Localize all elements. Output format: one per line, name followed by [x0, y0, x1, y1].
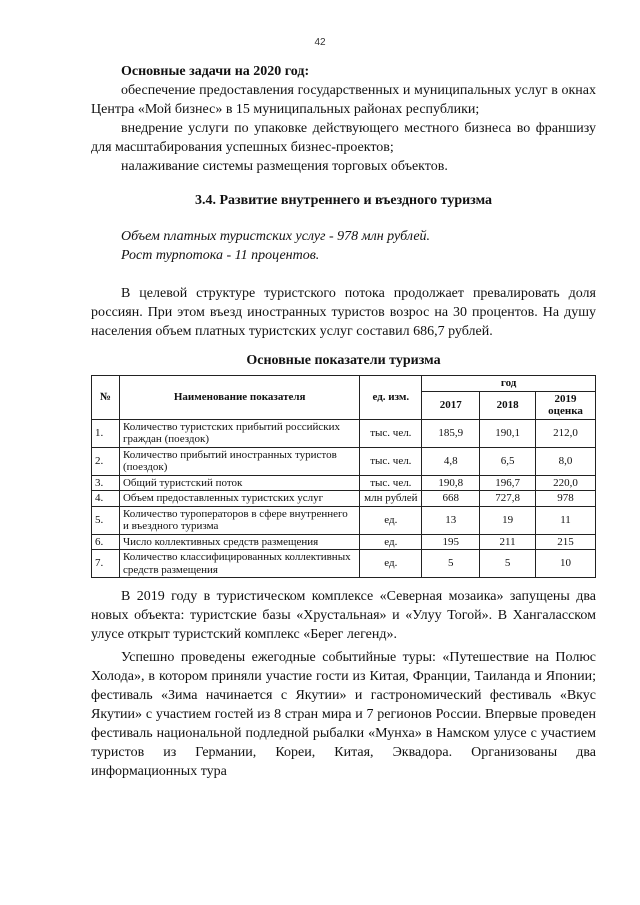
table-row: [92, 475, 596, 491]
row-value-2017: 190,8: [422, 475, 480, 491]
table-row: [92, 506, 596, 534]
tasks-heading: Основные задачи на 2020 год:: [121, 64, 310, 79]
task-item: налаживание системы размещения торговых объектов.: [121, 159, 448, 174]
row-value-2017: 5: [422, 550, 480, 578]
row-value-2017: 668: [422, 491, 480, 507]
table-row: [92, 491, 596, 507]
row-value-2018: 211: [480, 534, 536, 550]
row-num: 2.: [92, 447, 120, 475]
row-value-2018: 196,7: [480, 475, 536, 491]
header-year-2018: 2018: [480, 391, 536, 419]
table-header-row: [92, 376, 596, 392]
highlight-line: Объем платных туристских услуг - 978 млн рублей.: [121, 229, 431, 244]
row-value-2019: 212,0: [536, 419, 596, 447]
row-unit: ед.: [360, 550, 422, 578]
row-name: Количество туроператоров в сфере внутреннего и въездного туризма: [119, 506, 359, 534]
row-name: Количество туристских прибытий российских граждан (поездок): [119, 419, 359, 447]
row-unit: тыс. чел.: [360, 475, 422, 491]
row-name: Количество классифицированных коллективных средств размещения: [119, 550, 359, 578]
row-num: 7.: [92, 550, 120, 578]
row-unit: тыс. чел.: [360, 419, 422, 447]
row-name: Объем предоставленных туристских услуг: [119, 491, 359, 507]
task-item: внедрение услуги по упаковке действующего местного бизнеса во франшизу для масштабирования успешных бизнес-проектов;: [91, 121, 596, 155]
header-num: №: [92, 376, 120, 420]
table-row: [92, 447, 596, 475]
header-name: Наименование показателя: [119, 376, 359, 420]
page-content: [91, 62, 596, 781]
body-paragraph: В 2019 году в туристическом комплексе «Северная мозаика» запущены два новых объекта: туристские базы «Хрустальная» и «Улуу Тогой». В Хангаласском улусе открыт туристский комплекс «Берег легенд».: [91, 589, 596, 642]
row-num: 6.: [92, 534, 120, 550]
row-name: Общий туристский поток: [119, 475, 359, 491]
row-unit: тыс. чел.: [360, 447, 422, 475]
row-value-2017: 195: [422, 534, 480, 550]
table-row: [92, 534, 596, 550]
section-title: 3.4. Развитие внутреннего и въездного туризма: [194, 193, 493, 208]
body-paragraph: Успешно проведены ежегодные событийные туры: «Путешествие на Полюс Холода», в котором приняли участие гости из Китая, Франции, Таиланда и Японии; фестиваль «Зима начинается с Якутии» и гастрономический фестиваль «Вкус Якутии» с участием гостей из 8 стран мира и 7 регионов России. Впервые проведен фестиваль национальной подледной рыбалки «Мунха» в Намском улусе с участием туристов из Германии, Кореи, Китая, Эквадора. Организованы два информационных тура: [91, 650, 596, 779]
page-number: 42: [314, 37, 326, 48]
row-value-2018: 19: [480, 506, 536, 534]
row-value-2019: 10: [536, 550, 596, 578]
header-year-2019: 2019 оценка: [536, 391, 596, 419]
row-value-2018: 6,5: [480, 447, 536, 475]
row-num: 4.: [92, 491, 120, 507]
row-value-2019: 8,0: [536, 447, 596, 475]
header-unit: ед. изм.: [360, 376, 422, 420]
row-value-2019: 978: [536, 491, 596, 507]
row-name: Число коллективных средств размещения: [119, 534, 359, 550]
row-value-2018: 5: [480, 550, 536, 578]
row-num: 3.: [92, 475, 120, 491]
row-value-2018: 190,1: [480, 419, 536, 447]
table-caption: Основные показатели туризма: [246, 353, 441, 368]
tourism-indicators-table: [91, 375, 596, 578]
table-row: [92, 419, 596, 447]
row-unit: ед.: [360, 534, 422, 550]
highlight-line: Рост турпотока - 11 процентов.: [121, 248, 320, 263]
row-value-2017: 13: [422, 506, 480, 534]
row-value-2017: 185,9: [422, 419, 480, 447]
row-name: Количество прибытий иностранных туристов (поездок): [119, 447, 359, 475]
task-item: обеспечение предоставления государственных и муниципальных услуг в окнах Центра «Мой бизнес» в 15 муниципальных районах республики;: [91, 83, 596, 117]
row-value-2018: 727,8: [480, 491, 536, 507]
row-value-2019: 215: [536, 534, 596, 550]
row-unit: ед.: [360, 506, 422, 534]
row-value-2019: 220,0: [536, 475, 596, 491]
header-year-group: год: [422, 376, 596, 392]
header-year-2017: 2017: [422, 391, 480, 419]
intro-paragraph: В целевой структуре туристского потока продолжает превалировать доля россиян. При этом въезд иностранных туристов возрос на 30 процентов. На душу населения объем платных туристских услуг составил 686,7 рублей.: [91, 286, 596, 339]
row-unit: млн рублей: [360, 491, 422, 507]
row-num: 1.: [92, 419, 120, 447]
row-value-2019: 11: [536, 506, 596, 534]
table-row: [92, 550, 596, 578]
row-num: 5.: [92, 506, 120, 534]
row-value-2017: 4,8: [422, 447, 480, 475]
